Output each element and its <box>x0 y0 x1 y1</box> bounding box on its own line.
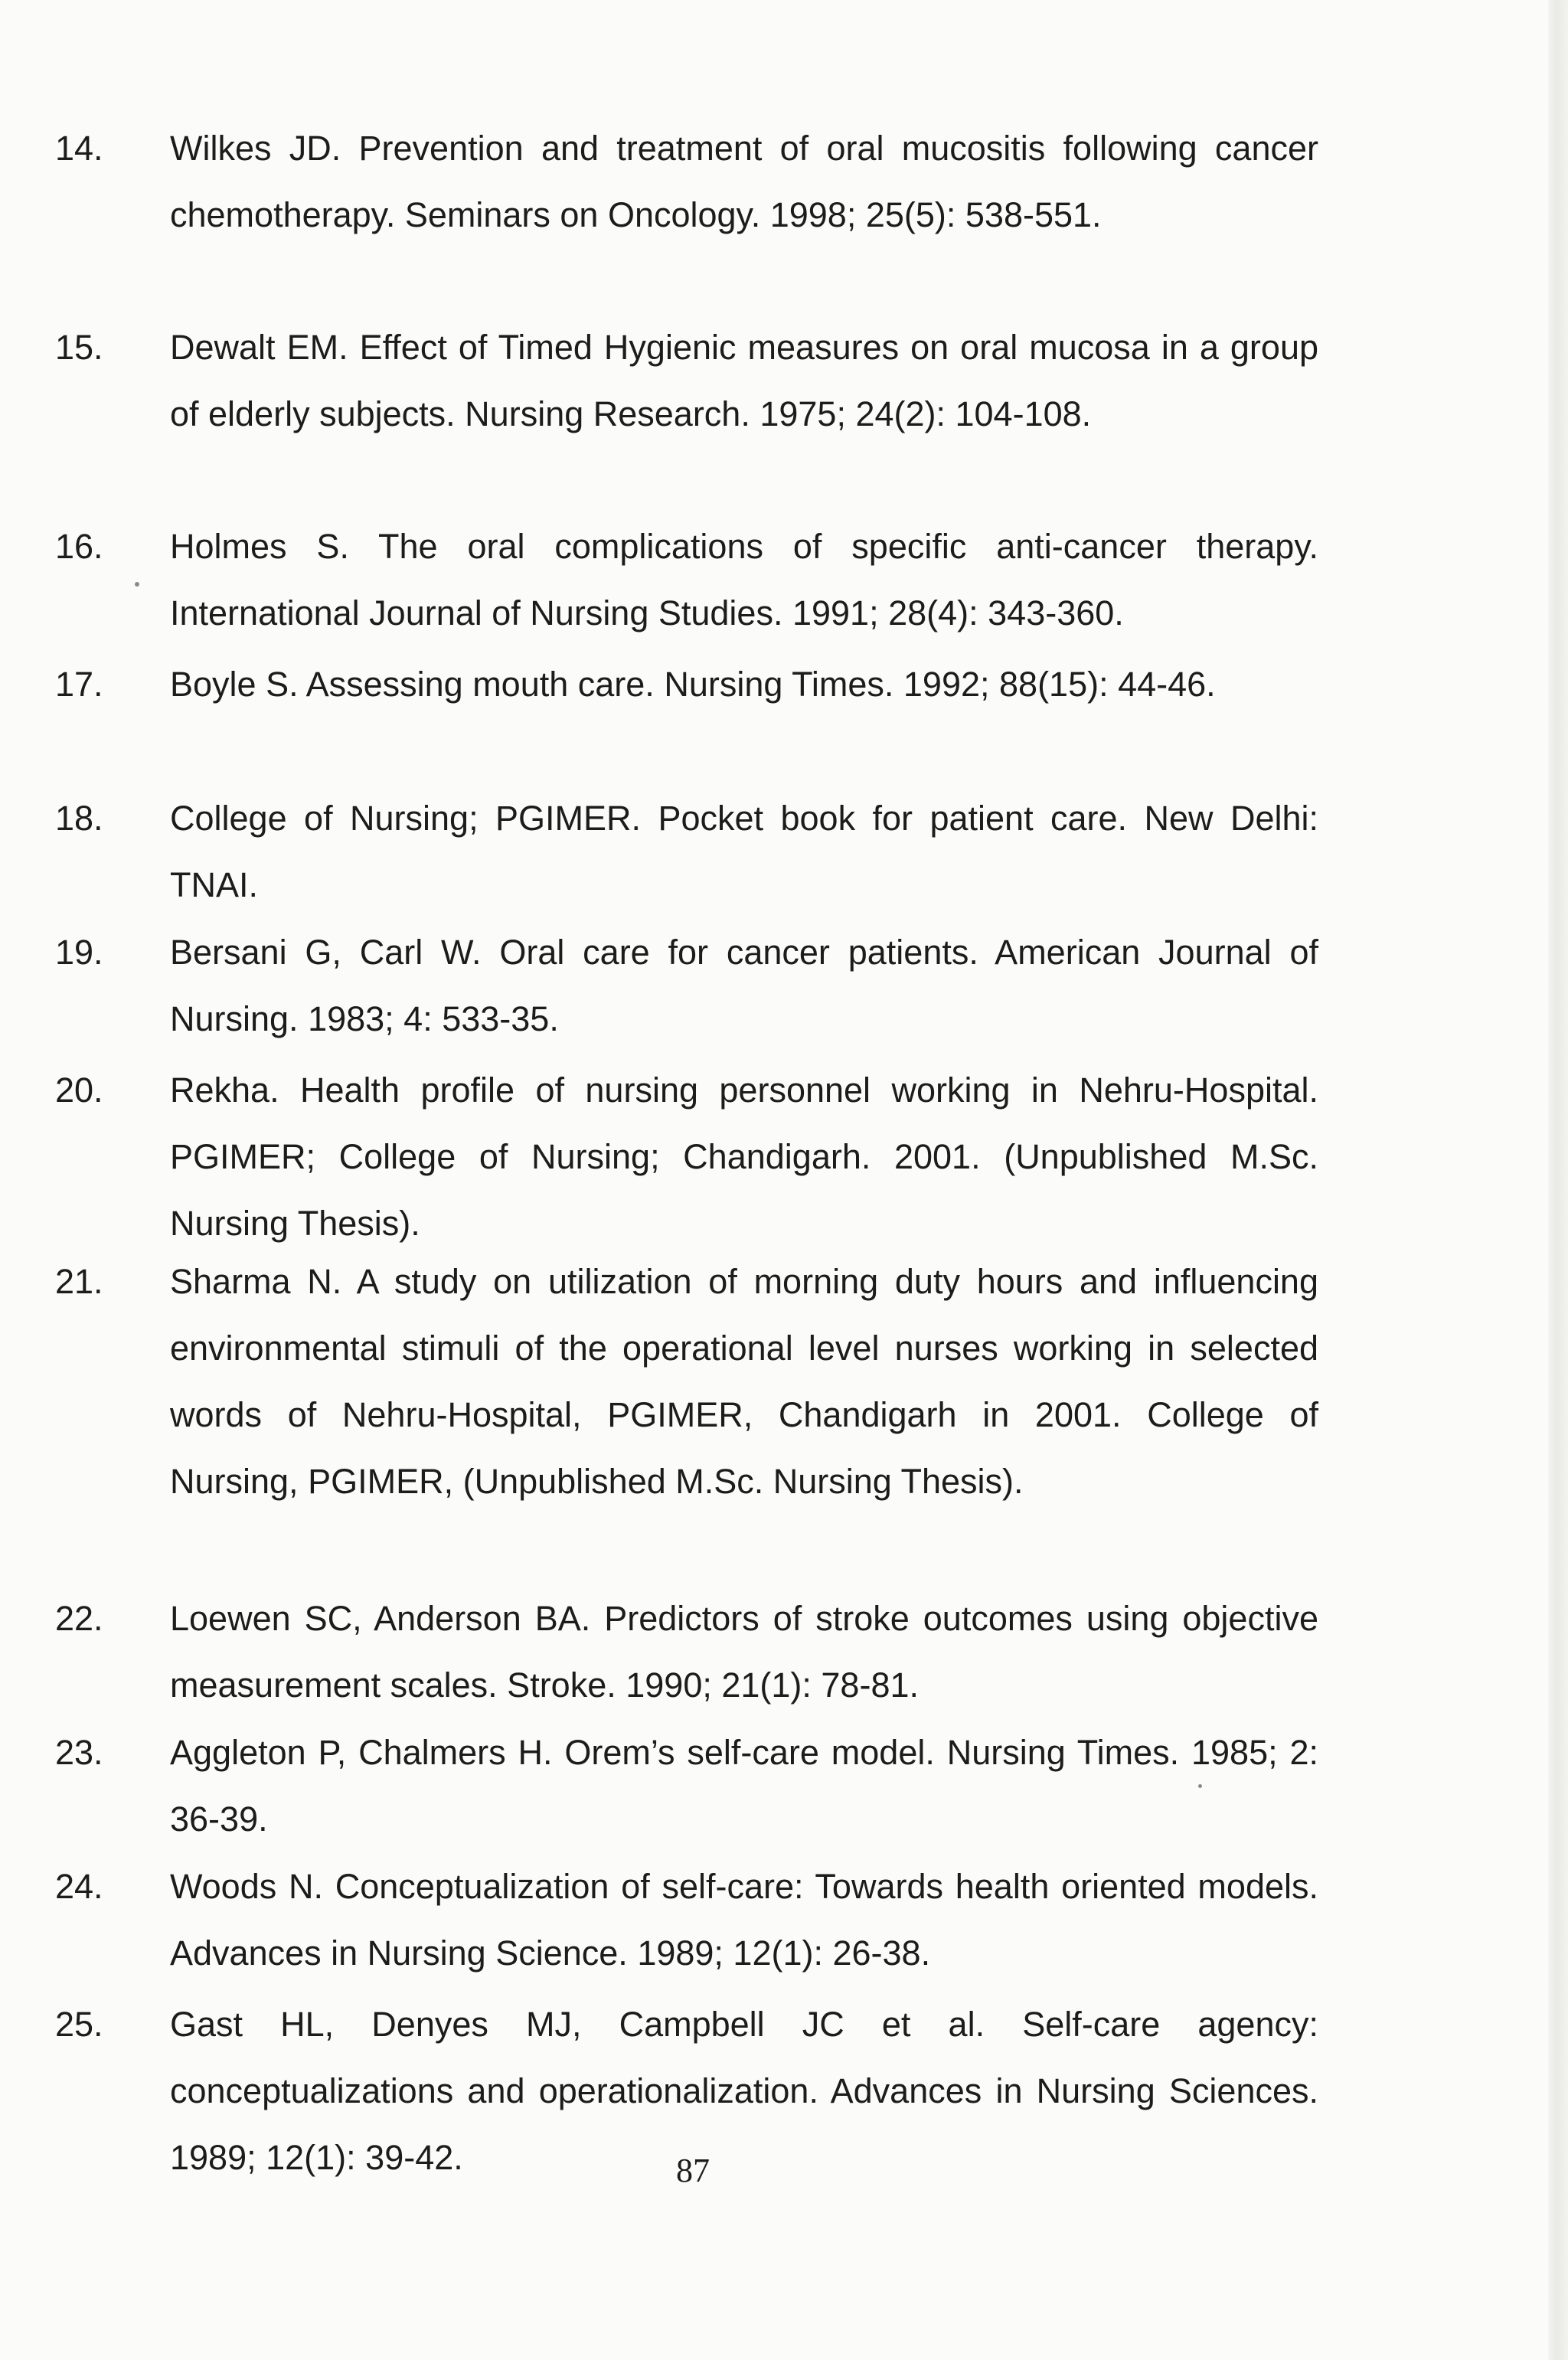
reference-text: Woods N. Conceptualization of self-care: Towards health oriented models. Advances in Nursing Science. 1989; 12(1): 26-38. <box>170 1867 1318 1973</box>
reference-text: Aggleton P, Chalmers H. Orem’s self-care model. Nursing Times. 1985; 2: 36-39. <box>170 1733 1318 1839</box>
reference-text: Boyle S. Assessing mouth care. Nursing Times. 1992; 88(15): 44-46. <box>170 665 1216 704</box>
reference-text: Bersani G, Carl W. Oral care for cancer patients. American Journal of Nursing. 1983; 4: 533-35. <box>170 933 1318 1038</box>
reference-text: Holmes S. The oral complications of specific anti-cancer therapy. International Journal of Nursing Studies. 1991; 28(4): 343-360. <box>170 527 1318 632</box>
reference-number: 21. <box>55 1262 103 1301</box>
reference-text: College of Nursing; PGIMER. Pocket book for patient care. New Delhi: TNAI. <box>170 799 1318 904</box>
reference-number: 14. <box>55 129 103 168</box>
scan-speck <box>1198 1784 1202 1788</box>
reference-text: Wilkes JD. Prevention and treatment of oral mucositis following cancer chemotherapy. Seminars on Oncology. 1998; 25(5): 538-551. <box>170 129 1318 234</box>
reference-text: Gast HL, Denyes MJ, Campbell JC et al. Self-care agency: conceptualizations and operationalization. Advances in Nursing Sciences. 1989; 12(1): 39-42. <box>170 2005 1318 2177</box>
reference-text: Rekha. Health profile of nursing personnel working in Nehru-Hospital. PGIMER; College of Nursing; Chandigarh. 2001. (Unpublished M.Sc. Nursing Thesis). <box>170 1070 1318 1243</box>
reference-number: 16. <box>55 527 103 566</box>
reference-number: 18. <box>55 799 103 838</box>
reference-number: 22. <box>55 1599 103 1638</box>
reference-number: 24. <box>55 1867 103 1906</box>
reference-number: 17. <box>55 665 103 704</box>
reference-text: Loewen SC, Anderson BA. Predictors of stroke outcomes using objective measurement scales. Stroke. 1990; 21(1): 78-81. <box>170 1599 1318 1705</box>
page-number: 87 <box>676 2152 710 2189</box>
reference-text: Dewalt EM. Effect of Timed Hygienic measures on oral mucosa in a group of elderly subjects. Nursing Research. 1975; 24(2): 104-108. <box>170 328 1318 433</box>
reference-number: 23. <box>55 1733 103 1772</box>
reference-number: 15. <box>55 328 103 367</box>
reference-number: 19. <box>55 933 103 972</box>
scan-speck <box>135 582 139 587</box>
reference-number: 20. <box>55 1070 103 1110</box>
reference-number: 25. <box>55 2005 103 2044</box>
reference-text: Sharma N. A study on utilization of morning duty hours and influencing environmental stimuli of the operational level nurses working in selected words of Nehru-Hospital, PGIMER, Chandigarh in 2001. College of Nursing, PGIMER, (Unpublished M.Sc. Nursing Thesis). <box>170 1262 1318 1501</box>
